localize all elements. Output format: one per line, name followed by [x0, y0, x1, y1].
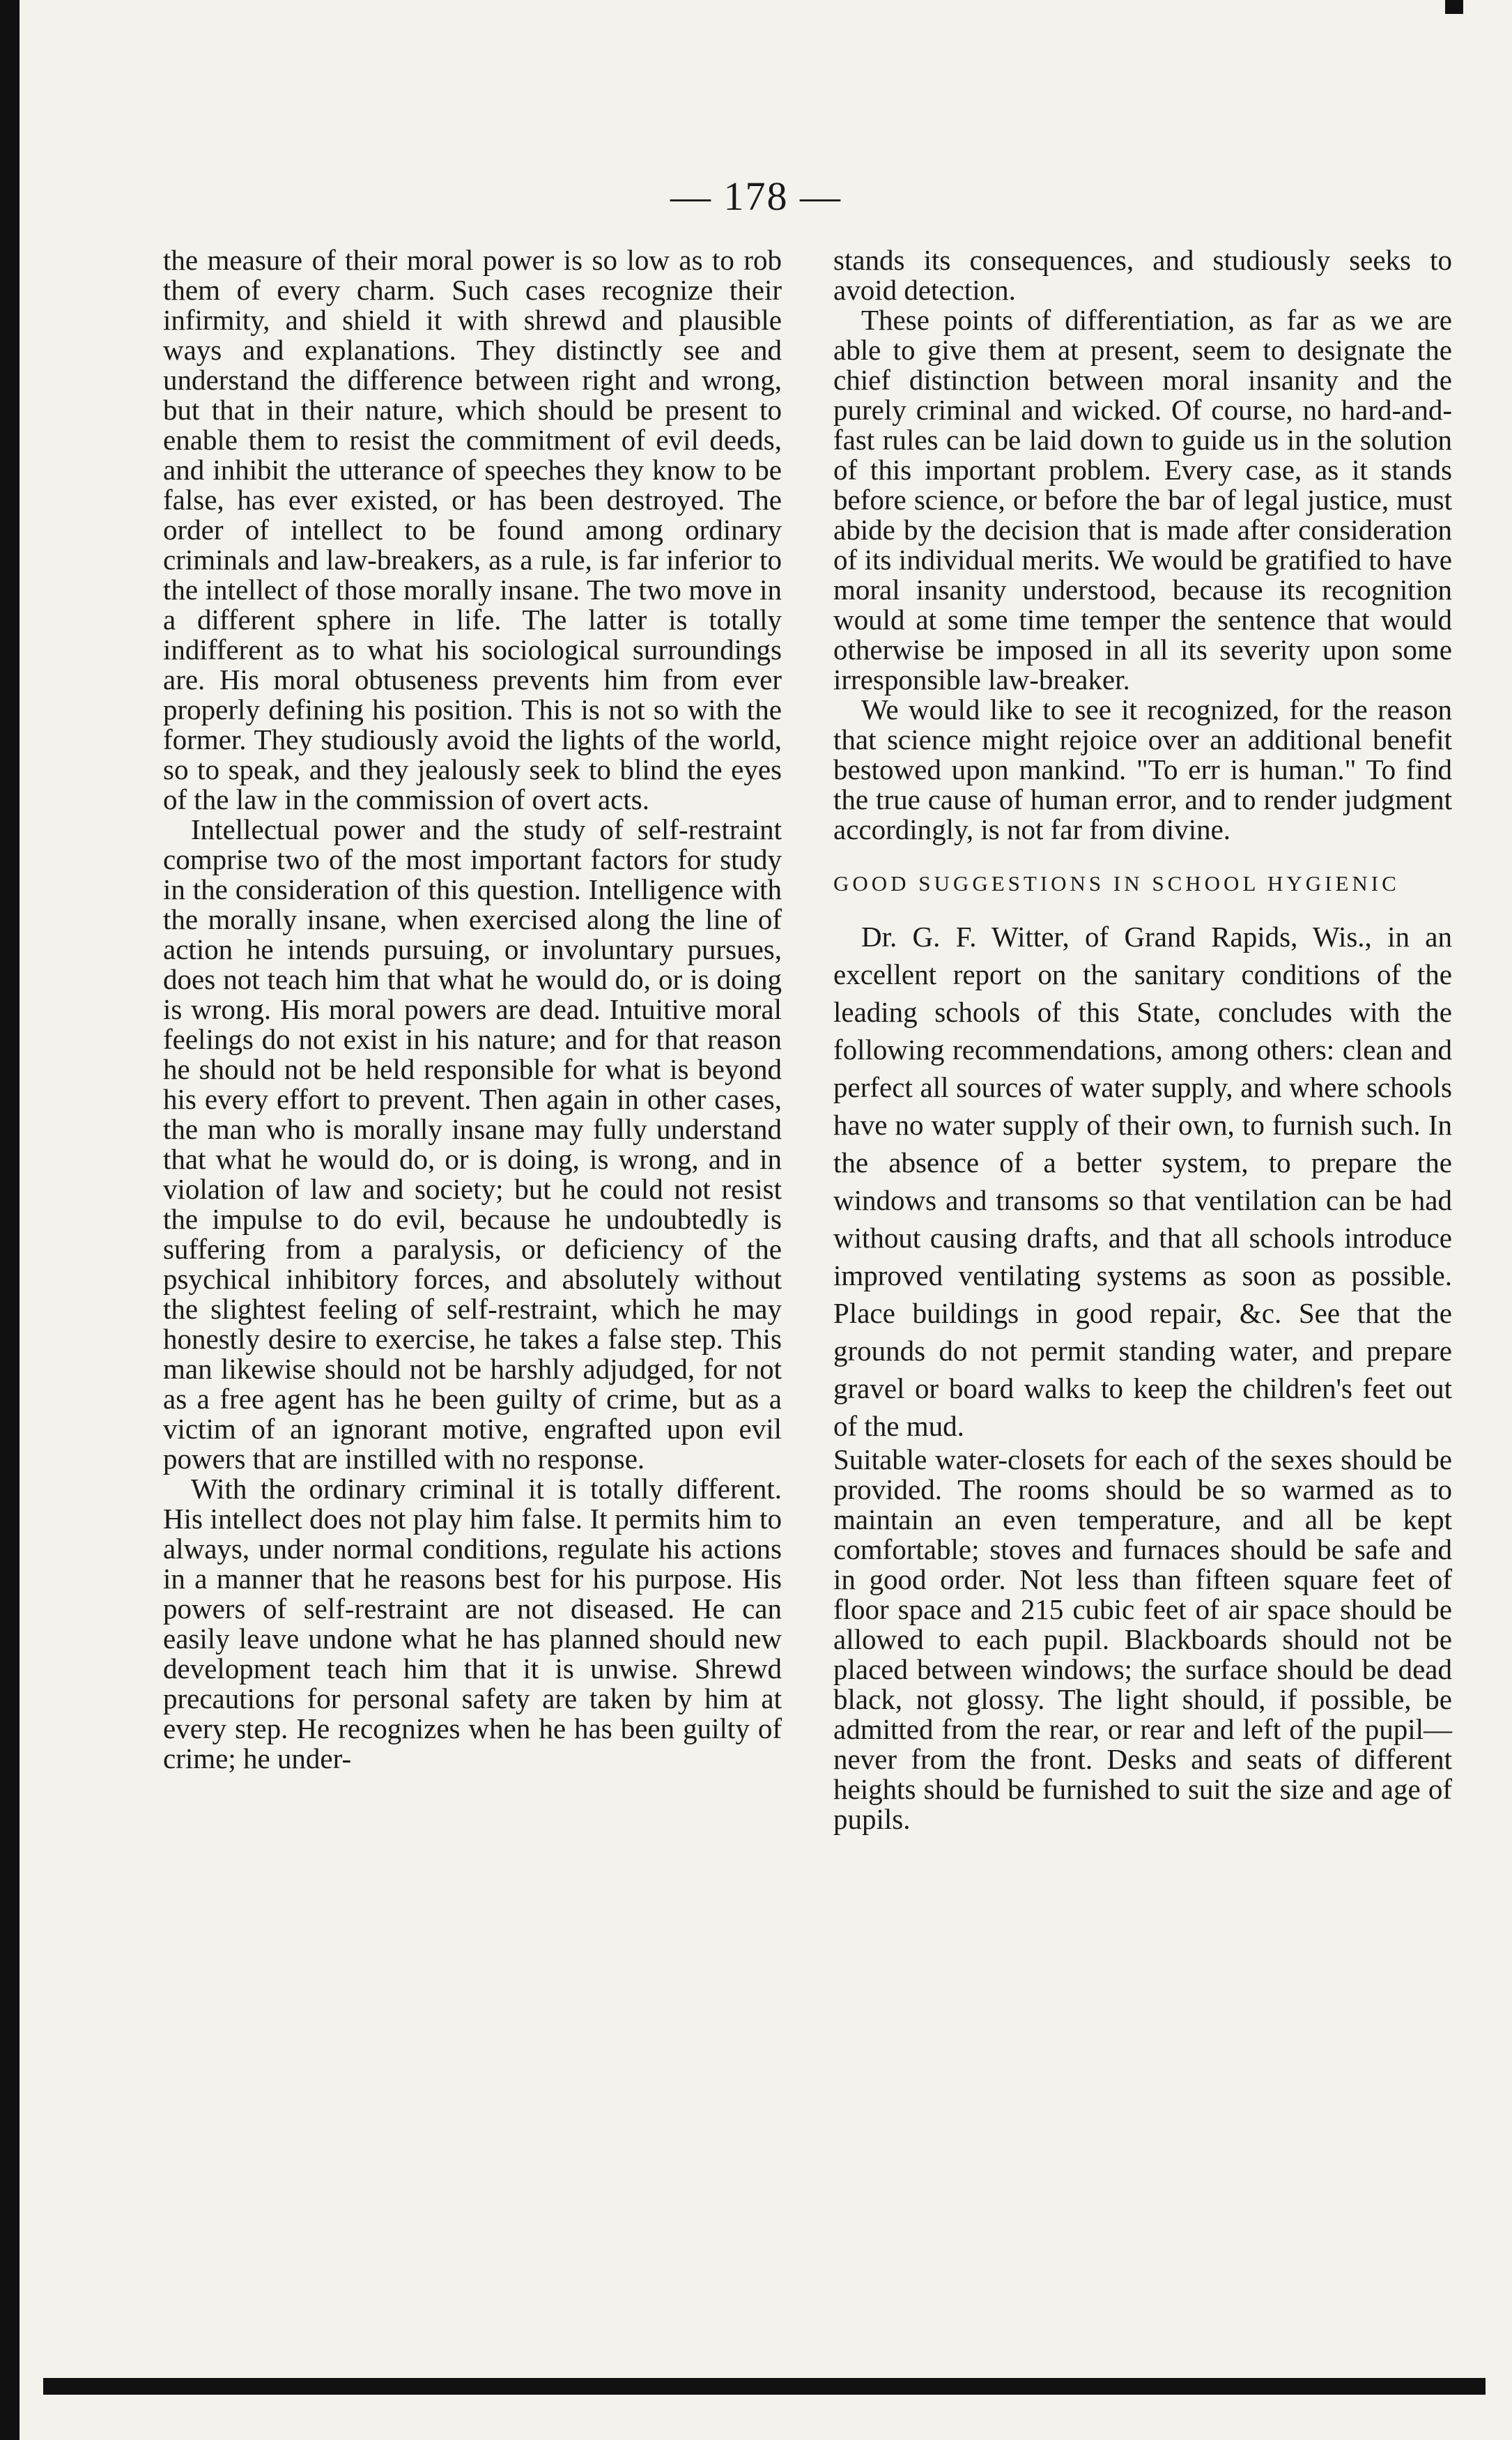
right-column: [833, 245, 1452, 1834]
section-heading: GOOD SUGGESTIONS IN SCHOOL HYGIENIC: [833, 871, 1400, 896]
right-paragraph-2: These points of differentiation, as far as we are able to give them at present, seem to designate the chief distinction between moral insanity and the purely criminal and wicked. Of course, no hard-and-fast rules can be laid down to guide us in the solution of this important problem. Every case, as it stands before science, or before the bar of legal justice, must abide by the decision that is made after consideration of its individual merits. We would be gratified to have moral insanity understood, because its recognition would at some time temper the sentence that would otherwise be imposed in all its severity upon some irresponsible law-breaker.: [833, 304, 1452, 696]
scan-mark: [1445, 0, 1463, 14]
article-paragraph-2: Suitable water-closets for each of the sexes should be provided. The rooms should be so warmed as to maintain an even temperature, and all be kept comfortable; stoves and furnaces should be safe and in good order. Not less than fifteen square feet of floor space and 215 cubic feet of air space should be allowed to each pupil. Blackboards should not be placed between windows; the surface should be dead black, not glossy. The light should, if possible, be admitted from the rear, or rear and left of the pupil—never from the front. Desks and seats of different heights should be furnished to suit the size and age of pupils.: [833, 1443, 1452, 1835]
bottom-rule: [43, 2378, 1486, 2395]
scan-edge: [0, 0, 20, 2440]
left-paragraph-1: the measure of their moral power is so low as to rob them of every charm. Such cases recognize their infirmity, and shield it with shrewd and plausible ways and explanations. They distinctly see and understand the difference between right and wrong, but that in their nature, which should be present to enable them to resist the commitment of evil deeds, and inhibit the utterance of speeches they know to be false, has ever existed, or has been destroyed. The order of intellect to be found among ordinary criminals and law-breakers, as a rule, is far inferior to the intellect of those morally insane. The two move in a different sphere in life. The latter is totally indifferent as to what his sociological surroundings are. His moral obtuseness prevents him from ever properly defining his position. This is not so with the former. They studiously avoid the lights of the world, so to speak, and they jealously seek to blind the eyes of the law in the commission of overt acts.: [163, 244, 782, 815]
page-number: — 178 —: [670, 174, 842, 219]
left-column: [163, 245, 782, 1774]
right-paragraph-1: stands its consequences, and studiously seeks to avoid detection.: [833, 244, 1452, 306]
left-paragraph-2: Intellectual power and the study of self-restraint comprise two of the most important factors for study in the consideration of this question. Intelligence with the morally insane, when exercised along the line of action he intends pursuing, or involuntary pursues, does not teach him that what he would do, or is doing is wrong. His moral powers are dead. Intuitive moral feelings do not exist in his nature; and for that reason he should not be held responsible for what is beyond his every effort to prevent. Then again in other cases, the man who is morally insane may fully understand that what he would do, or is doing, is wrong, and in violation of law and society; but he could not resist the impulse to do evil, because he undoubtedly is suffering from a paralysis, or deficiency of the psychical inhibitory forces, and absolutely without the slightest feeling of self-restraint, which he may honestly desire to exercise, he takes a false step. This man likewise should not be harshly adjudged, for not as a free agent has he been guilty of crime, but as a victim of an ignorant motive, engrafted upon evil powers that are instilled with no response.: [163, 813, 782, 1475]
article-paragraph-1: Dr. G. F. Witter, of Grand Rapids, Wis., in an excellent report on the sanitary conditions of the leading schools of this State, concludes with the following recommendations, among others: clean and perfect all sources of water supply, and where schools have no water supply of their own, to furnish such. In the absence of a better system, to prepare the windows and transoms so that ventilation can be had without causing drafts, and that all schools introduce improved ventilating systems as soon as possible. Place buildings in good repair, &c. See that the grounds do not permit standing water, and prepare gravel or board walks to keep the children's feet out of the mud.: [833, 921, 1452, 1442]
left-paragraph-3: With the ordinary criminal it is totally different. His intellect does not play him false. It permits him to always, under normal conditions, regulate his actions in a manner that he reasons best for his purpose. His powers of self-restraint are not diseased. He can easily leave undone what he has planned should new development teach him that it is unwise. Shrewd precautions for personal safety are taken by him at every step. He recognizes when he has been guilty of crime; he under-: [163, 1473, 782, 1774]
right-paragraph-3: We would like to see it recognized, for the reason that science might rejoice over an additional benefit bestowed upon mankind. "To err is human." To find the true cause of human error, and to render judgment accordingly, is not far from divine.: [833, 693, 1452, 845]
